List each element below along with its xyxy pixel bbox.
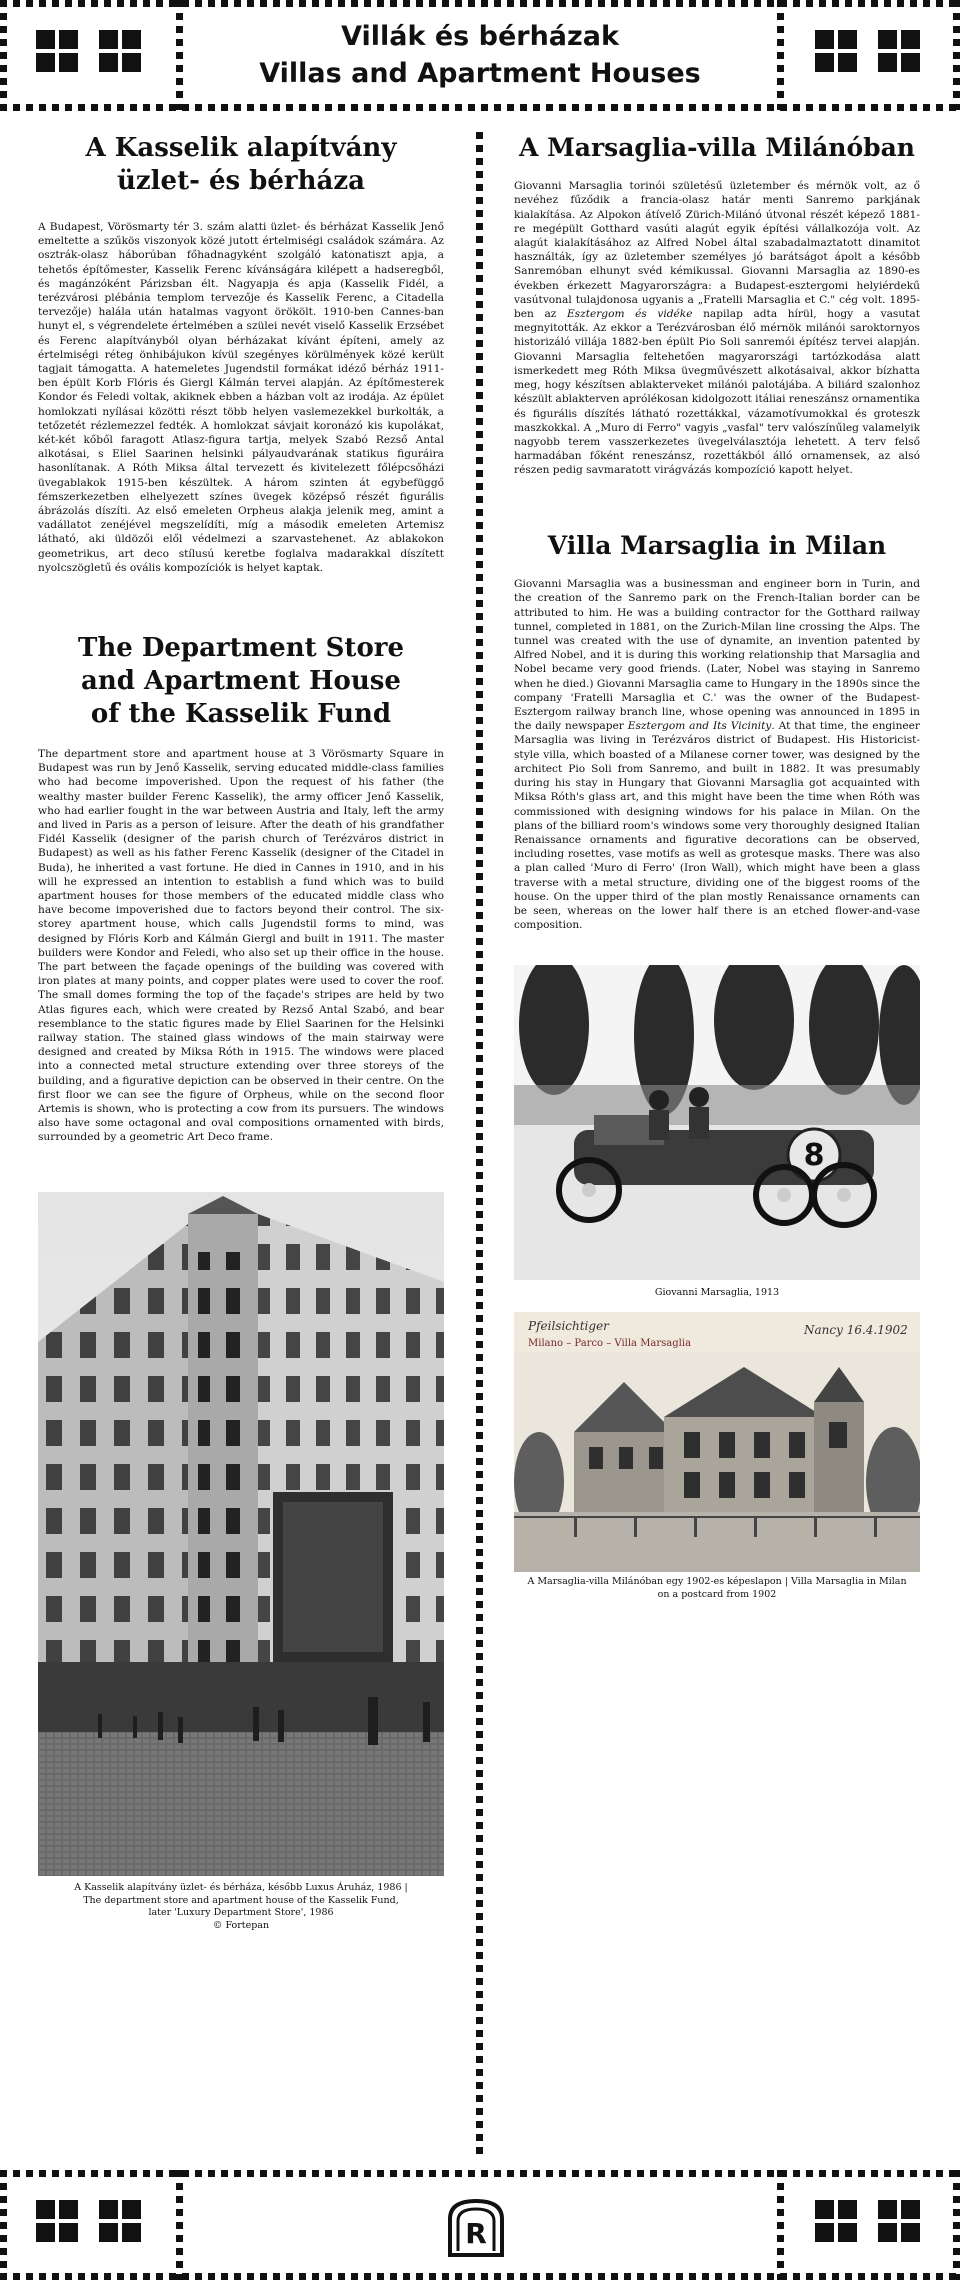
header-squares-left (36, 30, 141, 72)
footer-right-border (953, 2170, 960, 2280)
square-icon (36, 2200, 78, 2242)
square-icon (36, 30, 78, 72)
car-photo-caption: Giovanni Marsaglia, 1913 (654, 1287, 780, 1298)
header-bottom-border (0, 104, 960, 111)
page-title (190, 18, 770, 92)
footer-squares-right (815, 2200, 920, 2242)
postcard-caption: A Marsaglia-villa Milánóban egy 1902-es képeslapon | Villa Marsaglia in Milan on a postcard from 1902 (527, 1576, 907, 1600)
footer-bottom-border (0, 2273, 960, 2280)
kasselik-building-photo (38, 1192, 444, 1876)
race-car-illustration (514, 965, 920, 1280)
kasselik-text-english: The department store and apartment house at 3 Vörösmarty Square in Budapest was run by Jenő Kasselik, serving educated middle-class families who had become impoverished. Upon the request of his father (the wealthy master builder Ferenc Kasselik), the army officer Jenő Kasselik, who had earlier fought in the war between Austria and Italy, left the army and lived in Paris as a person of leisure. After the death of his grandfather Fidél Kasselik (designer of the parish church of Terézváros district in Budapest) as well as his father Ferenc Kasselik (designer of the Citadel in Buda), he inherited a vast fortune. He died in Cannes in 1910, and in his will he expressed an intention to establish a fund which was to build apartment houses for those members of the educated middle class who have become impoverished due to factors beyond their control. The six-storey apartment house, which calls Jugendstil forms to mind, was designed by Flóris Korb and Kálmán Giergl and built in 1911. The master builders were Kondor and Feledi, who also set up their office in the house. The part between the façade openings of the building was covered with iron plates at many points, and copper plates were used to cover the roof. The small domes forming the top of the façade's stripes are held by two Atlas figures each, which were created by Rezső Antal Szabó, and bear resemblance to the static figures made by Eliel Saarinen for the Helsinki railway station. The stained glass windows of the main stairway were designed and created by Miksa Róth in 1915. The windows were placed into a connected metal structure extending over three storeys of the building, and a figurative depiction can be observed in their centre. On the first floor we can see the figure of Orpheus, while on the second floor Artemis is shown, who is protecting a cow from its pursuers. The windows also have some octagonal and oval compositions ornamented with birds, surrounded by a geometric Art Deco frame. (38, 748, 444, 1144)
kasselik-title-english: The Department Store and Apartment House of the Kasselik Fund (77, 633, 405, 729)
left-column (38, 132, 444, 575)
square-icon (99, 2200, 141, 2242)
left-column-english (38, 632, 444, 1145)
marsaglia-car-photo (514, 965, 920, 1280)
postcard-date: Nancy 16.4.1902 (804, 1323, 908, 1337)
footer-squares-left (36, 2200, 141, 2242)
kasselik-photo-caption: A Kasselik alapítvány üzlet- és bérháza, később Luxus Áruház, 1986 | The department store and apartment house of the Kasselik Fund, later 'Luxury Department Store', 1986 © Fortepan (74, 1882, 408, 1931)
square-icon (815, 2200, 857, 2242)
kasselik-text-hungarian: A Budapest, Vörösmarty tér 3. szám alatti üzlet- és bérházat Kasselik Jenő emeltette a szűkös viszonyok közé jutott értelmiségi családok számára. Az osztrák-olasz háborúban főhadnagyként szolgáló katonatiszt apja, a tehetős építőmester, Kasselik Ferenc kívánságára kilépett a hadseregből, és magánzóként Párizsban élt. Nagyapja és apja (Kasselik Fidél, a terézvárosi plébánia templom tervezője és Kasselik Ferenc, a Citadella tervezője) halála után hatalmas vagyont örökölt. 1910-ben Cannes-ban hunyt el, s végrendelete értelmében a szülei nevét viselő Kasselik Erzsébet és Ferenc alapítványból olyan bérházakat kívánt építeni, amely az értelmiségi réteg önhibájukon kívül szegényes körülmények közé került tagjait támogatta. A hatemeletes Jugendstil formákat idéző bérház 1911-ben épült Korb Flóris és Giergl Kálmán tervei alapján. Az építőmesterek Kondor és Feledi voltak, akiknek ebben a házban volt az irodája. Az épület homlokzati nyílásai közötti részt több helyen vaslemezekkel burkolták, a tetőzetét rézlemezzel fedték. A homlokzat sávjait koronázó kis kupolákat, két-két kőből faragott Atlasz-figura tartja, melyek Szabó Rezső Antal alkotásai, s Eliel Saarinen helsinki pályaudvarának statikus figuráira hasonlítanak. A Róth Miksa által tervezett és kivitelezett főlépcsőházi üvegablakok 1915-ben készültek. A három szinten át egybefüggő fémszerkezetben elhelyezett színes üvegek középső részét figurális ábrázolás díszíti. Az első emeleten Orpheus alakja jelenik meg, amint a vadállatot zenéjével megszelídíti, míg a második emeleten Artemisz látható, aki üldözői elől védelmezi a szarvastehenet. Az ablakokon geometrikus, art deco stílusú keretbe foglalva madarakkal díszített nyolcszögletű és ovális kompozíciók is helyet kaptak. (38, 221, 444, 574)
footer-divider-left (176, 2170, 183, 2280)
footer-top-border (0, 2170, 960, 2177)
postcard-printed-title: Milano – Parco – Villa Marsaglia (528, 1338, 692, 1349)
marsaglia-text-hungarian: Giovanni Marsaglia torinói születésű üzletember és mérnök volt, az ő nevéhez fűződik a francia-olasz határ menti Sanremo parkjának kialakítása. Az Alpokon átívelő Zürich-Milánó útvonal részét képező 1881-re megépült Gotthard vasúti alagút egyik építési vállalkozója volt. Az alagút kialakításához az Alfred Nobel által szabadalmaztatott dinamitot használták, így az üzletember személyes jó barátságot ápolt a később Sanremóban elhunyt svéd kémikussal. Giovanni Marsaglia az 1890-es években érkezett Magyarországra: a Budapest-esztergomi helyiérdekű vasútvonal tulajdonosa ugyanis a „Fratelli Marsaglia et C." cég volt. 1895-ben az Esztergom és vidéke napilap adta hírül, hogy a vasutat megnyitották. Az ekkor a Terézvárosban élő mérnök milánói saroktornyos historizáló villája 1882-ben épült Pio Soli sanremói építész tervei alapján. Giovanni Marsaglia feltehetően magyarországi tartózkodása alatt ismerkedett meg Róth Miksa üvegművészett alkotásaival, akkor bízhatta meg, hogy készítsen ablakterveket milánói palotájába. A biliárd szalonhoz készült ablakterven aprólékosan kidolgozott itáliai reneszánsz ornamentika és figurális díszítés látható rozettákkal, vázamotívumokkal és groteszk maszkokkal. A „Muro di Ferro" vagyis „vasfal" terv valószínűleg valamelyik nagyobb terem vasszerkezetes üvegelválasztója lehetett. A terv felső harmadában főként reneszánsz, rozettákból álló ornamensek, az alsó részen pedig savmaratott virágvázás kompozíció kapott helyet. (514, 180, 920, 477)
postcard-handwriting: Pfeilsichtiger (528, 1319, 609, 1333)
footer-left-border (0, 2170, 7, 2280)
header-squares-right (815, 30, 920, 72)
kasselik-title-hungarian: A Kasselik alapítvány üzlet- és bérháza (85, 133, 397, 196)
building-illustration (38, 1192, 444, 1876)
page-title-hungarian: Villák és bérházak (341, 21, 619, 52)
marsaglia-postcard (514, 1312, 920, 1572)
header-right-border (953, 0, 960, 110)
villa-postcard-illustration (514, 1312, 920, 1572)
marsaglia-title-hungarian: A Marsaglia-villa Milánóban (519, 133, 915, 162)
header-divider-right (777, 0, 784, 110)
square-icon (878, 30, 920, 72)
car-number-label: 8 (803, 1138, 825, 1173)
header-top-border (0, 0, 960, 7)
page-title-english: Villas and Apartment Houses (259, 58, 701, 89)
column-divider (476, 132, 483, 2154)
svg-text:R: R (465, 2217, 487, 2250)
header-left-border (0, 0, 7, 110)
header-divider-left (176, 0, 183, 110)
marsaglia-text-english: Giovanni Marsaglia was a businessman and engineer born in Turin, and the creation of the Sanremo park on the French-Italian border can be attributed to him. He was a building contractor for the Gotthard railway tunnel, completed in 1881, on the Zurich-Milan line crossing the Alps. The tunnel was created with the use of dynamite, an invention patented by Alfred Nobel, and it is during this working relationship that Marsaglia and Nobel became very good friends. (Later, Nobel was staying in Sanremo when he died.) Giovanni Marsaglia came to Hungary in the 1890s since the company 'Fratelli Marsaglia et C.' was the owner of the Budapest-Esztergom railway branch line, whose opening was announced in 1895 in the daily newspaper Esztergom and Its Vicinity. At that time, the engineer Marsaglia was living in Terézváros district of Budapest. His Historicist-style villa, which boasted of a Milanese corner tower, was designed by the architect Pio Soli from Sanremo, and built in 1882. It was presumably during his stay in Hungary that Giovanni Marsaglia got acquainted with Miksa Róth's glass art, and this might have been the time when Róth was commissioned with designing windows for his palace in Milan. On the plans of the billiard room's windows some very thoroughly designed Italian Renaissance ornaments and figurative decorations can be observed, including rosettes, vase motifs as well as grotesque masks. There was also a plan called 'Muro di Ferro' (Iron Wall), which might have been a glass traverse with a metal structure, dividing one of the biggest rooms of the house. On the upper third of the plan mostly Renaissance ornaments can be seen, whereas on the lower half there is an etched flower-and-vase composition. (514, 578, 921, 932)
marsaglia-title-english: Villa Marsaglia in Milan (547, 531, 887, 560)
square-icon (878, 2200, 920, 2242)
square-icon (815, 30, 857, 72)
roth-logo-icon (446, 2197, 506, 2259)
square-icon (99, 30, 141, 72)
right-column-english (514, 530, 920, 932)
right-column (514, 132, 920, 478)
footer-divider-right (777, 2170, 784, 2280)
